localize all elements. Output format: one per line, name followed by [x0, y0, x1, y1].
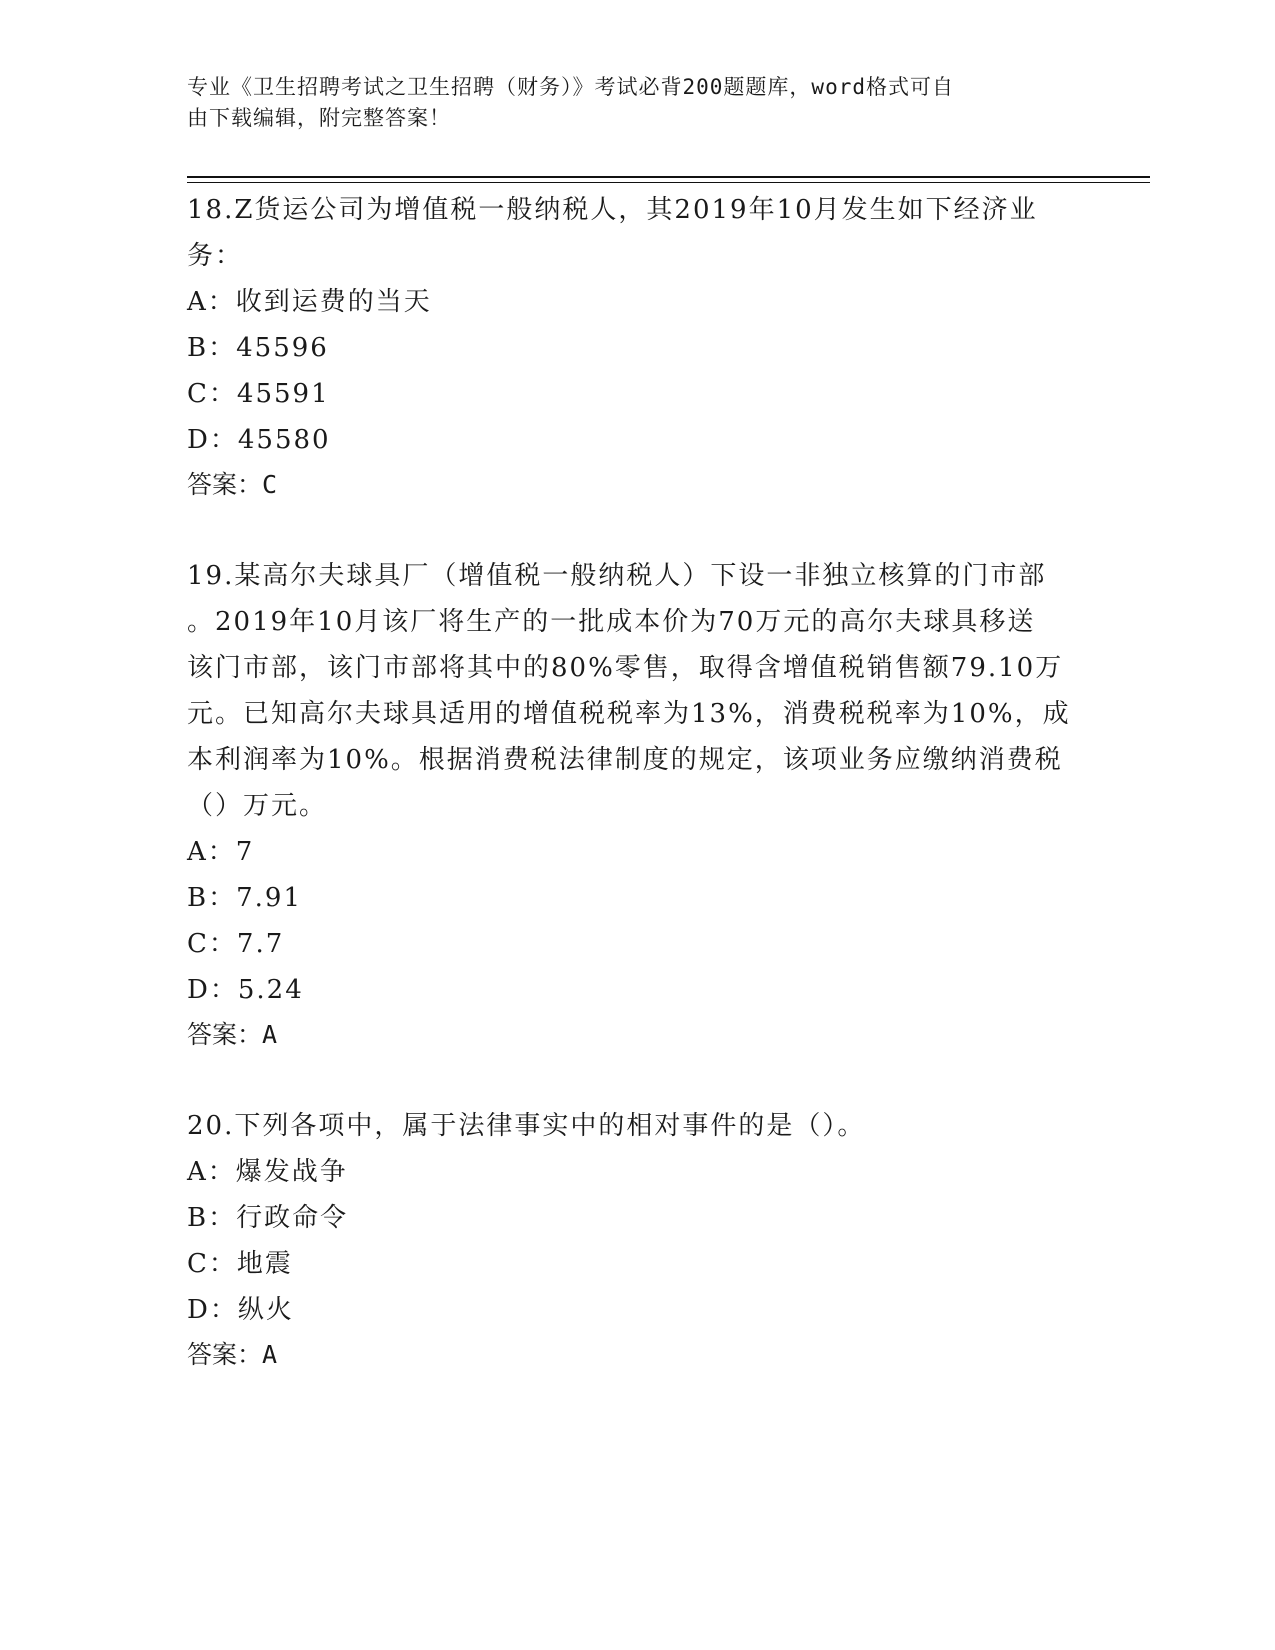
option-label: B： [187, 1203, 237, 1233]
option-label: C： [187, 1249, 237, 1279]
question-text-line: 该门市部，该门市部将其中的80%零售，取得含增值税销售额79.10万 [187, 653, 1064, 683]
header-line-1: 专业《卫生招聘考试之卫生招聘（财务）》考试必背200题题库，word格式可自 [187, 75, 954, 99]
question-text-line: 18.Z货运公司为增值税一般纳税人，其2019年10月发生如下经济业 [187, 195, 1038, 225]
option-text: 爆发战争 [235, 1157, 348, 1187]
option-label: C： [187, 929, 237, 959]
option-d [187, 967, 1087, 1013]
question-spacer [187, 507, 1087, 553]
option-d [187, 417, 1087, 463]
question-text-line: 19.某高尔夫球具厂（增值税一般纳税人）下设一非独立核算的门市部 [187, 561, 1047, 591]
option-label: B： [187, 333, 237, 363]
option-text: 7.91 [236, 883, 302, 913]
option-b [187, 875, 1087, 921]
option-d [187, 1287, 1087, 1333]
option-c [187, 371, 1087, 417]
option-label: D： [187, 1295, 238, 1325]
header-divider-thick [187, 176, 1150, 178]
option-text: 5.24 [237, 975, 304, 1005]
option-label: A： [187, 837, 236, 867]
option-text: 45596 [236, 333, 329, 363]
question-18 [187, 187, 1087, 507]
option-a [187, 279, 1087, 325]
question-text-line: （）万元。 [187, 791, 328, 821]
question-list [187, 187, 1087, 1377]
header-divider-thin [187, 182, 1150, 183]
option-text: 7.7 [236, 929, 285, 959]
option-b [187, 325, 1087, 371]
option-text: 行政命令 [236, 1203, 349, 1233]
question-19 [187, 553, 1087, 1057]
option-c [187, 1241, 1087, 1287]
option-text: 45591 [236, 379, 330, 409]
question-20 [187, 1103, 1087, 1377]
question-text-line: 务： [187, 241, 244, 271]
option-text: 纵火 [237, 1295, 294, 1325]
option-text: 7 [235, 837, 255, 867]
option-text: 收到运费的当天 [235, 287, 432, 317]
option-label: D： [187, 425, 238, 455]
option-label: A： [187, 287, 236, 317]
question-text-line: 元。已知高尔夫球具适用的增值税税率为13%，消费税税率为10%，成 [187, 699, 1071, 729]
answer-line: 答案：C [187, 470, 278, 499]
answer-line: 答案：A [187, 1340, 278, 1369]
question-spacer [187, 1057, 1087, 1103]
document-header [187, 72, 1067, 134]
option-a [187, 829, 1087, 875]
option-text: 地震 [236, 1249, 293, 1279]
option-label: C： [187, 379, 237, 409]
header-line-2: 由下载编辑，附完整答案！ [187, 106, 451, 130]
option-label: A： [187, 1157, 236, 1187]
question-text-line: 本利润率为10%。根据消费税法律制度的规定，该项业务应缴纳消费税 [187, 745, 1063, 775]
option-label: B： [187, 883, 237, 913]
option-a [187, 1149, 1087, 1195]
option-c [187, 921, 1087, 967]
question-text-line: 。2019年10月该厂将生产的一批成本价为70万元的高尔夫球具移送 [187, 607, 1036, 637]
option-text: 45580 [237, 425, 331, 455]
answer-line: 答案：A [187, 1020, 278, 1049]
option-b [187, 1195, 1087, 1241]
option-label: D： [187, 975, 238, 1005]
question-text-line: 20.下列各项中，属于法律事实中的相对事件的是（）。 [187, 1111, 866, 1141]
